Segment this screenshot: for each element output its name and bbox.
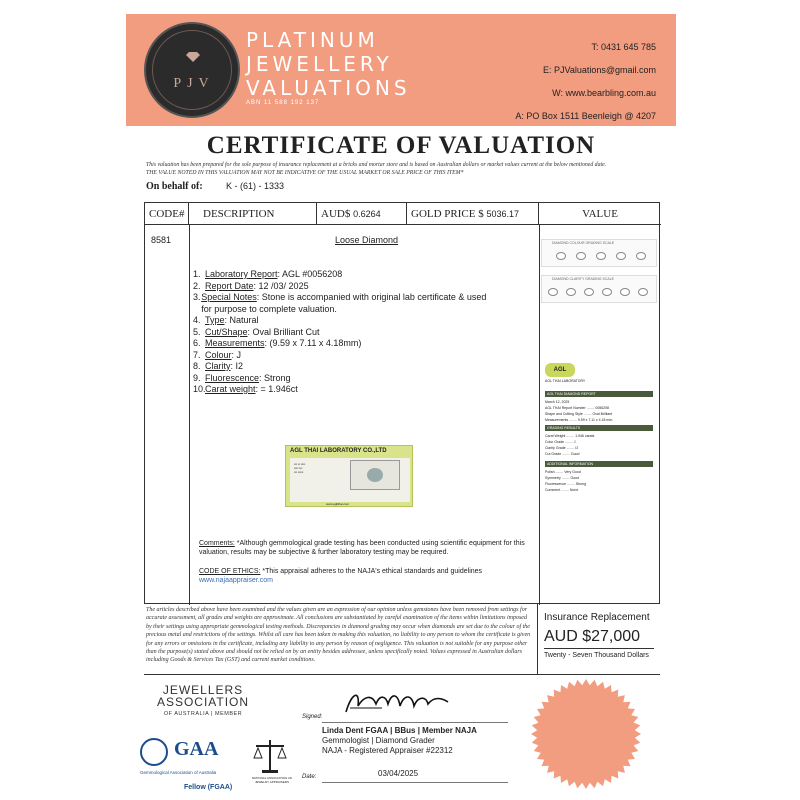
item-value: : Natural xyxy=(224,315,259,325)
item-number: 4. xyxy=(193,315,201,325)
signer-block xyxy=(322,726,477,756)
abn-number: ABN 11 588 192 137 xyxy=(246,100,320,106)
colour-scale: DIAMOND COLOUR GRADING SCALE xyxy=(541,239,657,267)
description-list xyxy=(193,269,493,396)
agl-logo: AGL xyxy=(545,363,575,377)
report-row: Clarity Grade ........ I2 xyxy=(545,446,579,450)
code-header: CODE# xyxy=(145,203,189,225)
value-header: VALUE xyxy=(539,203,661,225)
naja-logo: NATIONAL ASSOCIATION OF JEWELRY APPRAISERS xyxy=(250,736,290,776)
report-rows xyxy=(545,469,653,493)
signature-line xyxy=(322,722,508,723)
insurance-amount: AUD $27,000 xyxy=(544,628,654,649)
pjv-logo xyxy=(144,22,240,118)
divider xyxy=(539,225,540,605)
item-label: Clarity xyxy=(205,361,231,371)
report-row: AGL THAI Report Number ........ 0056208 xyxy=(545,406,610,410)
item-value: : Oval Brilliant Cut xyxy=(247,326,320,337)
report-rows xyxy=(545,399,653,423)
item-label: Special Notes xyxy=(201,292,257,302)
email[interactable]: E: PJValuations@gmail.com xyxy=(542,65,656,75)
phone: T: 0431 645 785 xyxy=(591,42,656,52)
insurance-amount-words: Twenty - Seven Thousand Dollars xyxy=(544,652,649,659)
item-number: 8. xyxy=(193,361,201,371)
item-value: : 12 /03/ 2025 xyxy=(253,280,309,291)
description-item xyxy=(193,327,493,339)
report-row: Measurements ........ 9.59 x 7.11 x 4.18 mm. xyxy=(545,418,614,422)
divider xyxy=(189,225,190,605)
ethics-link[interactable]: www.najaappraiser.com xyxy=(199,577,273,584)
signer-role: Gemmologist | Diamond Grader xyxy=(322,736,435,745)
item-value: : J xyxy=(231,349,242,360)
description-item xyxy=(193,292,493,315)
address: A: PO Box 1511 Beenleigh @ 4207 xyxy=(515,111,656,121)
item-label: Fluorescence xyxy=(205,372,260,383)
website[interactable]: W: www.bearbling.com.au xyxy=(552,88,656,98)
description-item xyxy=(193,350,493,362)
description-item xyxy=(193,338,493,350)
wax-seal-icon xyxy=(530,678,642,790)
comments: Comments: *Although gemmological grade testing has been conducted using scientific equipment for this valuation, results may be subjective & further laboratory testing may be required. xyxy=(199,540,525,556)
jewellers-association-logo: JEWELLERS ASSOCIATION OF AUSTRALIA | MEMBER xyxy=(156,683,250,717)
code-of-ethics: CODE OF ETHICS: *This appraisal adheres to the NAJA's ethical standards and guidelines www.najaappraiser.com xyxy=(199,568,483,584)
gaa-emblem-icon xyxy=(140,738,168,766)
item-number: 10. xyxy=(193,384,206,394)
scales-of-justice-icon xyxy=(250,736,290,776)
report-row: Polish ........ Very Good xyxy=(545,470,581,474)
item-number: 6. xyxy=(193,338,201,348)
report-row: Cut Grade ........ Good xyxy=(545,452,580,456)
report-rows xyxy=(545,433,653,457)
item-label: Report Date xyxy=(205,280,254,291)
report-row: Comment ........ None xyxy=(545,488,579,492)
item-value: : Strong xyxy=(259,372,291,383)
diamond-photo xyxy=(350,460,400,490)
certificate-page: PJV PLATINUM JEWELLERY VALUATIONS ABN 11 588 192 137 T: 0431 645 785 E: PJValuations@gmail.com W: www.bearbling.com.au A: PO Box 1511 Beenleigh @ 4207 CERTIFICATE OF VALUATION This valuation has been prepared for the sole purpose of insurance replacement at a bricks and mortar store and is based on Australian dollars or market values current at the below mentioned date. THE VALUE NOTED IN THIS VALUATION MAY NOT BE INDICATIVE OF THE USUAL MARKET OR SALE PRICE OF THIS ITEM* On behalf of: K - (61) - 1333 CODE# DESCRIPTION AUD$ 0.6264 GOLD PRICE $ 5036.17 VALUE 8581 Loose Diamond 1. Laboratory Report: AGL #0056208 2. Report Date: 12 /03/ 2025 3. Special Notes: Stone is accompanied with original lab certificate & used for purpose to complete valuation. 4. Type: Natural 5. Cut/Shape: Oval Brilliant Cut 6. Measurements: (9.59 x 7.11 x 4.18mm) 7. Colour: J 8. Clarity: I2 9. Fluorescence: Strong 10. Carat weight: = 1.946ct AGL THAI LABORATORY CO.,LTD ▪▪▪ ▪▪ ▪▪▪▪ ▪▪▪▪ ▪▪▪ ▪▪▪ ▪▪▪▪▪ www.agllthai.com Comments: *Although gemmological grade testing has been conducted using scientific equipment for this valuation, results may be subjective & further laboratory testing may be required. CODE OF ETHICS: *This appraisal adheres to the NAJA's ethical standards and guidelines www.najaappraiser.com DIAMOND COLOUR GRADING SCALE DIAMOND CLARITY GRADING SCALE AGL AGL THAI LABORATORY AGL THAI DIAMOND REPORT March 12, 2025 AGL THAI Report Number ........ 0056208 Shape and Cutting Style ........ Oval Brilliant Measurements ........ 9.59 x 7.11 x 4.18 mm. GRADING RESULTS Carat Weight ........ 1.946 carats Color Grade ........ J Clarity Grade ........ I2 Cut Grade ........ Good ADDITIONAL INFORMATION Polish ........ Very Good Symmetry ........ Good Fluorescence ........ Strong Comment ........ None The articles described above have been examined and the values given are an expression of our opinion unless gemstones have been removed from settings for accurate assessment, all grades and weights are approximate. All conclusions are substantiated by careful examination of the items within limitations imposed by their settings using appropriate gemmological testing methods. Discrepancies in diamond grading may occur when diamonds are set due to the colour of the precious metal and restrictions of the settings. Whilst all care has been taken in making this valuation, no liability to any person to whom the certificate is given for any errors or omissions in the certificate, including any liability to any person by reason of negligence. This valuation is not suitable for any purpose other than the purpose(s) stated above and should not be relied on by an entity besides addressee, unless specifically noted. Values expressed in Australian dollars including Goods & Services Tax (GST) and current market conditions. Insurance Replacement AUD $27,000 Twenty - Seven Thousand Dollars JEWELLERS ASSOCIATION OF AUSTRALIA | MEMBER GAA Gemmological Association of Australia Fellow (FGAA) NATIONAL ASSOCIATION OF JEWELRY APPRAISERS Signed: Linda Dent FGAA | BBus | Member NAJA Gemmologist | Diamond Grader NAJA - Registered Appraiser #22312 Date: 03/04/2025 xyxy=(126,12,676,792)
description-item xyxy=(193,361,493,373)
item-value: : I2 xyxy=(230,361,244,371)
item-label: Cut/Shape xyxy=(205,326,248,337)
brand-name: PLATINUM JEWELLERY VALUATIONS xyxy=(246,28,411,100)
report-section-bar: AGL THAI DIAMOND REPORT xyxy=(545,391,653,397)
agl-sub: AGL THAI LABORATORY xyxy=(545,379,586,383)
item-label: Colour xyxy=(205,349,232,360)
item-title: Loose Diamond xyxy=(335,235,399,245)
item-label: Measurements xyxy=(205,338,265,348)
item-value: : Stone is accompanied with original lab certificate & used for purpose to complete valuation. xyxy=(201,292,487,314)
header-band xyxy=(126,14,676,126)
report-row: Symmetry ........ Good xyxy=(545,476,580,480)
item-number: 9. xyxy=(193,372,201,383)
valuation-table xyxy=(144,202,660,604)
date-line xyxy=(322,782,508,783)
item-number: 5. xyxy=(193,326,201,337)
lab-card-url: www.agllthai.com xyxy=(326,502,350,506)
report-row: March 12, 2025 xyxy=(545,400,570,404)
item-number: 2. xyxy=(193,280,201,291)
report-row: Carat Weight ........ 1.946 carats xyxy=(545,434,595,438)
insurance-box xyxy=(537,604,659,674)
item-value: : AGL #0056208 xyxy=(277,269,343,279)
report-row: Shape and Cutting Style ........ Oval Brilliant xyxy=(545,412,613,416)
description-item xyxy=(193,373,493,385)
item-value: : (9.59 x 7.11 x 4.18mm) xyxy=(264,338,362,348)
signer-name: Linda Dent FGAA | BBus | Member NAJA xyxy=(322,726,477,735)
description-item xyxy=(193,315,493,327)
divider xyxy=(144,674,660,675)
description-item xyxy=(193,281,493,293)
date-label: Date: xyxy=(302,774,317,780)
lab-report-thumbnail xyxy=(541,239,657,539)
description-header: DESCRIPTION xyxy=(189,203,317,225)
item-number: 7. xyxy=(193,349,201,360)
report-row: Fluorescence ........ Strong xyxy=(545,482,587,486)
item-label: Laboratory Report xyxy=(205,269,278,279)
item-value: : = 1.946ct xyxy=(255,384,298,394)
item-code: 8581 xyxy=(151,235,172,245)
legal-disclaimer: The articles described above have been examined and the values given are an expression of our opinion unless gemstones have been removed from settings for accurate assessment, all grades and weights are approximate. All conclusions are substantiated by careful examination of the items within limitations imposed by their settings using appropriate gemmological testing methods. Discrepancies in diamond grading may occur when diamonds are set due to the colour of the precious metal and restrictions of the settings. Whilst all care has been taken in making this valuation, no liability to any person to whom the certificate is given for any errors or omissions in the certificate, including any liability to any person by reason of negligence. This valuation is not suitable for any purpose other than the purpose(s) stated above and should not be relied on by an entity besides addressee, unless specifically noted. Values expressed in Australian dollars including Goods & Services Tax (GST) and current market conditions. xyxy=(146,607,531,664)
item-label: Type xyxy=(205,315,225,325)
gold-header: GOLD PRICE $ 5036.17 xyxy=(407,203,539,225)
report-section-bar: ADDITIONAL INFORMATION xyxy=(545,461,653,467)
clarity-scale: DIAMOND CLARITY GRADING SCALE xyxy=(541,275,657,303)
lab-card-header: AGL THAI LABORATORY CO.,LTD xyxy=(290,448,387,454)
lab-card-details: ▪▪▪ ▪▪ ▪▪▪▪ ▪▪▪▪ ▪▪▪ ▪▪▪ ▪▪▪▪▪ xyxy=(294,462,306,474)
item-number: 1. xyxy=(193,269,201,279)
lab-card-image xyxy=(285,445,413,507)
insurance-label: Insurance Replacement xyxy=(544,612,650,623)
diamond-icon xyxy=(186,52,200,62)
item-label: Carat weight xyxy=(205,384,256,394)
date-value: 03/04/2025 xyxy=(378,769,419,778)
signature-image xyxy=(342,686,452,716)
logo-text: PJV xyxy=(173,76,215,91)
report-section-bar: GRADING RESULTS xyxy=(545,425,653,431)
signed-label: Signed: xyxy=(302,714,323,720)
aud-header: AUD$ 0.6264 xyxy=(317,203,407,225)
signer-registration: NAJA - Registered Appraiser #22312 xyxy=(322,746,453,755)
contact-block xyxy=(515,36,656,128)
page-title: CERTIFICATE OF VALUATION xyxy=(206,132,596,159)
behalf-label: On behalf of: xyxy=(146,181,203,192)
disclaimer: This valuation has been prepared for the sole purpose of insurance replacement at a bricks and mortar store and is based on Australian dollars or market values current at the below mentioned date. THE VALUE NOTED IN THIS VALUATION MAY NOT BE INDICATIVE OF THE USUAL MARKET OR SALE PRICE OF THIS ITEM* xyxy=(146,162,607,176)
report-row: Color Grade ........ J xyxy=(545,440,576,444)
description-item xyxy=(193,269,493,281)
description-item xyxy=(193,384,493,396)
behalf-value: K - (61) - 1333 xyxy=(226,181,285,191)
item-number: 3. xyxy=(193,292,201,302)
